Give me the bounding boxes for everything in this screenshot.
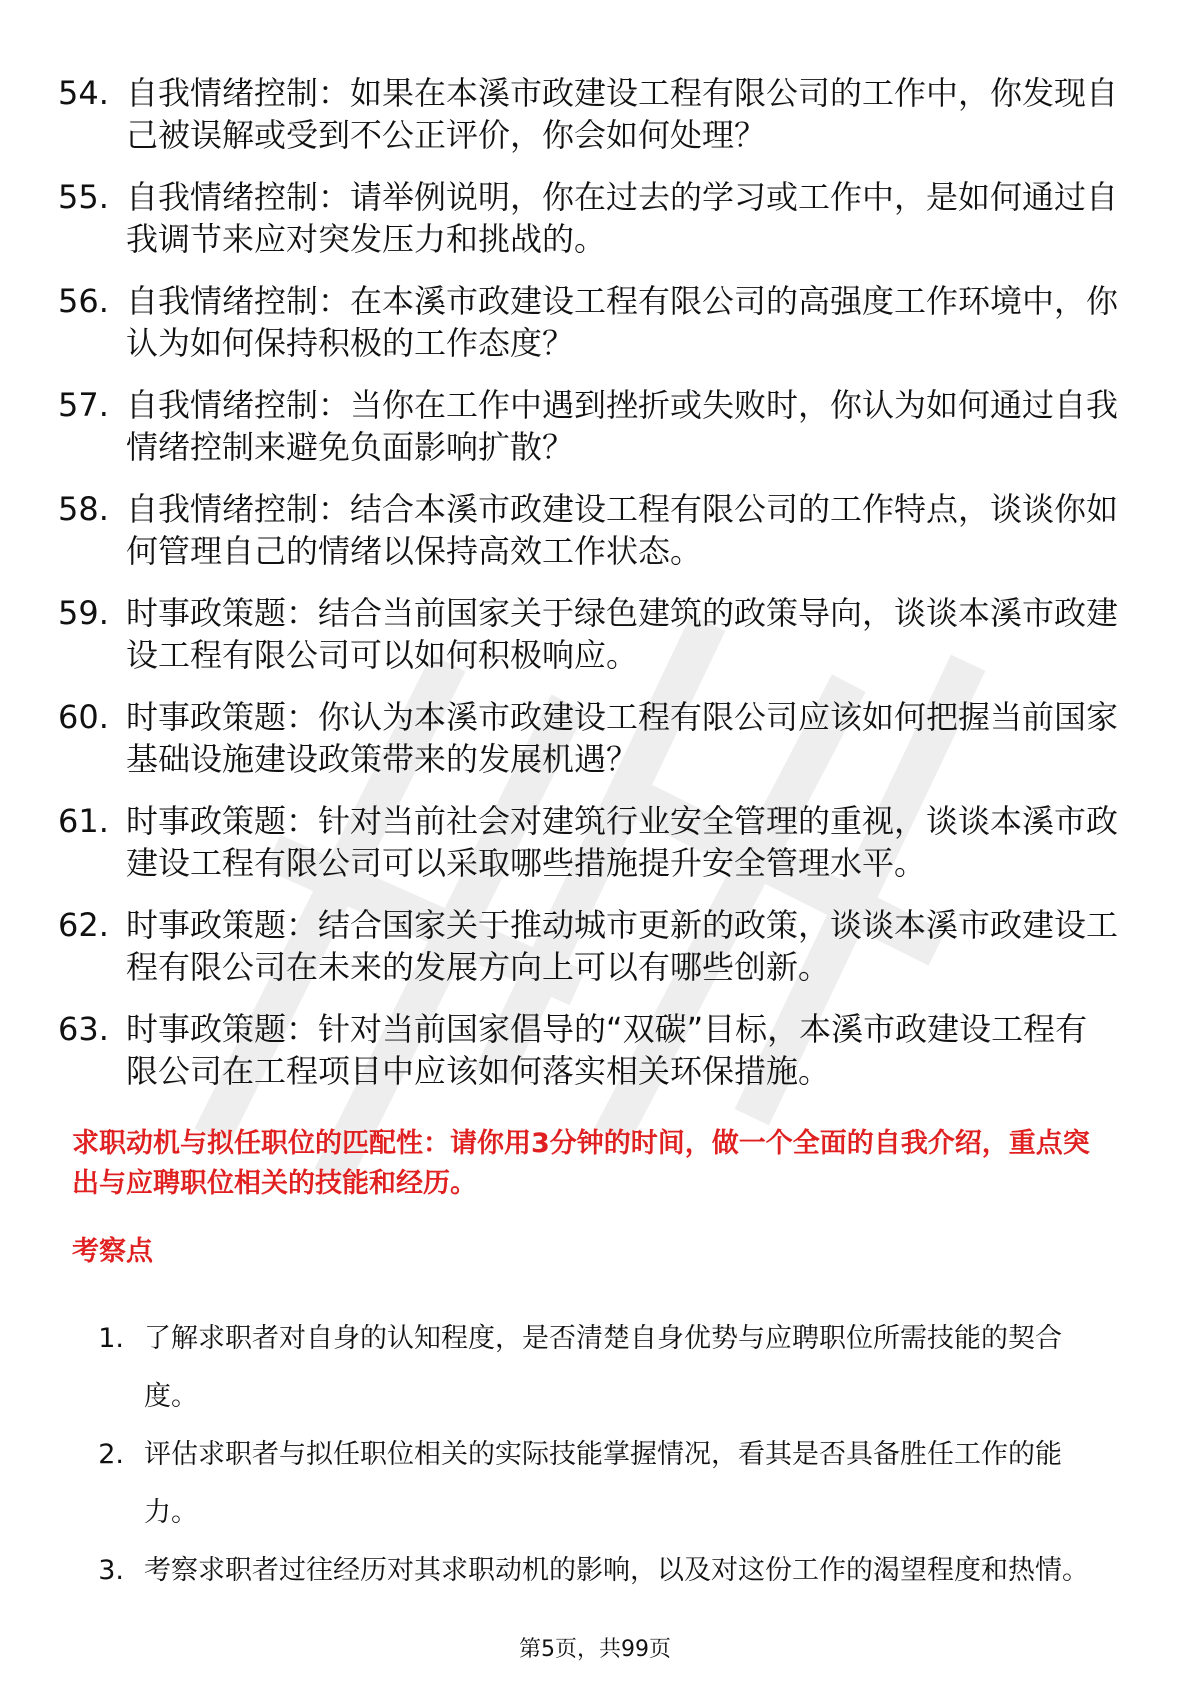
point-text: 评估求职者与拟任职位相关的实际技能掌握情况，看其是否具备胜任工作的能力。 xyxy=(144,1439,1062,1528)
point-text: 考察求职者过往经历对其求职动机的影响，以及对这份工作的渴望程度和热情。 xyxy=(144,1555,1089,1586)
question-number: 61. xyxy=(58,802,109,840)
question-number: 57. xyxy=(58,386,109,424)
question-item xyxy=(58,904,1118,988)
question-text: 自我情绪控制：请举例说明，你在过去的学习或工作中，是如何通过自我调节来应对突发压力和挑战的。 xyxy=(126,178,1119,258)
question-item xyxy=(58,72,1118,156)
question-item xyxy=(58,176,1118,260)
question-item xyxy=(58,280,1118,364)
question-text: 时事政策题：你认为本溪市政建设工程有限公司应该如何把握当前国家基础设施建设政策带来的发展机遇？ xyxy=(126,698,1119,778)
point-number: 2. xyxy=(98,1439,124,1470)
assessment-point xyxy=(72,1542,1112,1600)
point-number: 1. xyxy=(98,1323,124,1354)
point-text: 了解求职者对自身的认知程度，是否清楚自身优势与应聘职位所需技能的契合度。 xyxy=(144,1323,1062,1412)
question-number: 58. xyxy=(58,490,109,528)
page-footer: 第5页，共99页 xyxy=(519,1637,671,1662)
question-list xyxy=(58,72,1118,1112)
question-item xyxy=(58,384,1118,468)
question-item xyxy=(58,1008,1118,1092)
assessment-points-list xyxy=(72,1310,1112,1600)
assessment-point xyxy=(72,1310,1112,1426)
question-number: 59. xyxy=(58,594,109,632)
section-title: 求职动机与拟任职位的匹配性：请你用3分钟的时间，做一个全面的自我介绍，重点突出与应聘职位相关的技能和经历。 xyxy=(72,1128,1090,1199)
question-item xyxy=(58,696,1118,780)
question-number: 63. xyxy=(58,1010,109,1048)
question-text: 时事政策题：结合当前国家关于绿色建筑的政策导向，谈谈本溪市政建设工程有限公司可以如何积极响应。 xyxy=(126,594,1119,674)
question-number: 56. xyxy=(58,282,109,320)
question-text: 时事政策题：针对当前国家倡导的“双碳”目标，本溪市政建设工程有限公司在工程项目中应该如何落实相关环保措施。 xyxy=(126,1010,1088,1090)
question-text: 自我情绪控制：如果在本溪市政建设工程有限公司的工作中，你发现自己被误解或受到不公正评价，你会如何处理？ xyxy=(126,74,1119,154)
question-text: 时事政策题：针对当前社会对建筑行业安全管理的重视，谈谈本溪市政建设工程有限公司可以采取哪些措施提升安全管理水平。 xyxy=(126,802,1119,882)
question-number: 60. xyxy=(58,698,109,736)
question-number: 62. xyxy=(58,906,109,944)
question-item xyxy=(58,800,1118,884)
assessment-point xyxy=(72,1426,1112,1542)
question-number: 54. xyxy=(58,74,109,112)
question-number: 55. xyxy=(58,178,109,216)
question-text: 自我情绪控制：当你在工作中遇到挫折或失败时，你认为如何通过自我情绪控制来避免负面影响扩散？ xyxy=(126,386,1119,466)
question-text: 时事政策题：结合国家关于推动城市更新的政策，谈谈本溪市政建设工程有限公司在未来的发展方向上可以有哪些创新。 xyxy=(126,906,1119,986)
motivation-section xyxy=(72,1124,1112,1600)
question-text: 自我情绪控制：结合本溪市政建设工程有限公司的工作特点，谈谈你如何管理自己的情绪以保持高效工作状态。 xyxy=(126,490,1119,570)
question-item xyxy=(58,592,1118,676)
assessment-points-heading: 考察点 xyxy=(72,1236,153,1267)
question-text: 自我情绪控制：在本溪市政建设工程有限公司的高强度工作环境中，你认为如何保持积极的工作态度？ xyxy=(126,282,1119,362)
point-number: 3. xyxy=(98,1555,124,1586)
question-item xyxy=(58,488,1118,572)
